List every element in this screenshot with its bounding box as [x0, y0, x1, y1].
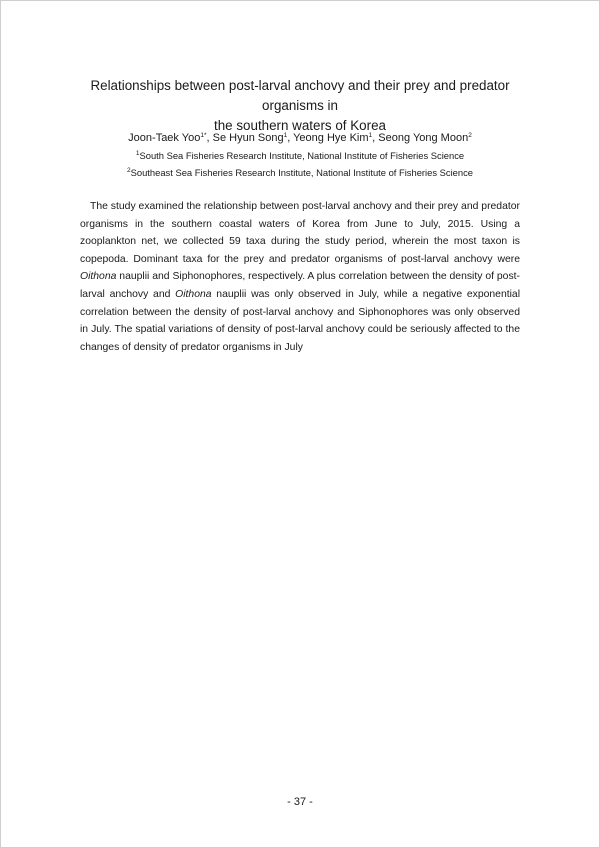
abstract-paragraph: The study examined the relationship between post-larval anchovy and their prey and predator organisms in the southern coastal waters of Korea from June to July, 2015. Using a zooplankton net, we collected 59 taxa during the study period, wherein the most taxon is copepoda. Dominant taxa for the prey and predator organisms of post-larval anchovy were Oithona nauplii and Siphonophores, respectively. A plus correlation between the density of post-larval anchovy and Oithona nauplii was only observed in July, while a negative exponential correlation between the density of post-larval anchovy and Siphonophores was only observed in July. The spatial variations of density of post-larval anchovy could be seriously affected to the changes of density of predator organisms in July: [80, 201, 521, 353]
paper-title: [60, 76, 540, 136]
affiliation-2: $^2$Southeast Sea Fisheries Research Institute, National Institute of Fisheries Science: [127, 167, 473, 178]
taxon-oithona: Oithona: [80, 271, 117, 283]
author-list: [60, 131, 540, 145]
affiliation-1: $^1$South Sea Fisheries Research Institute, National Institute of Fisheries Science: [135, 150, 465, 161]
author-2: Se Hyun Song$^1$,: [212, 132, 294, 144]
title-line-2: the southern waters of Korea: [214, 118, 386, 133]
author-3: Yeong Hye Kim$^1$,: [293, 132, 379, 144]
page-number: - 37 -: [287, 796, 313, 808]
author-4: Seong Yong Moon$^2$: [378, 132, 472, 144]
taxon-oithona: Oithona: [175, 288, 212, 300]
author-1: Joon-Taek Yoo$^{1*}$,: [128, 132, 213, 144]
title-line-1: Relationships between post-larval anchovy and their prey and predator organisms in: [90, 78, 510, 113]
